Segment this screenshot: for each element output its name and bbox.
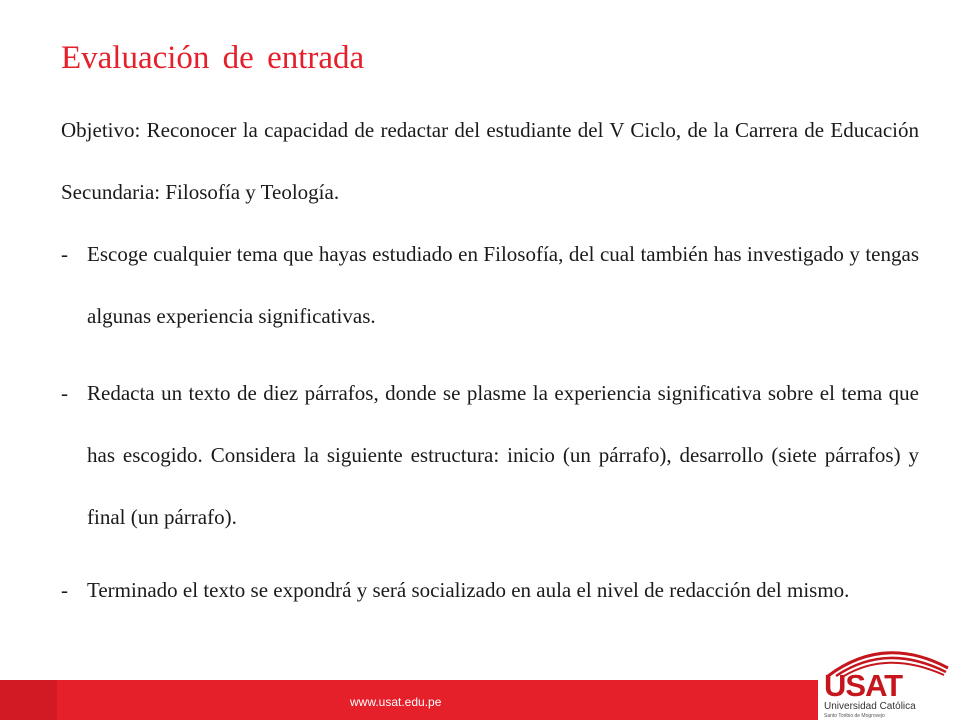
bullet-marker: -: [61, 381, 68, 405]
bullet-text: Terminado el texto se expondrá y será socializado en aula el nivel de redacción del mismo.: [87, 578, 850, 602]
bullet-text: Redacta un texto de diez párrafos, donde se plasme la experiencia significativa sobre el tema que has escogido. Considera la siguiente estructura: inicio (un párrafo), desarrollo (siete párrafos) y final (un párrafo).: [87, 381, 919, 529]
usat-logo: [822, 638, 954, 718]
bullet-item-2: [61, 362, 919, 548]
bullet-text: Escoge cualquier tema que hayas estudiado en Filosofía, del cual también has investigado y tengas algunas experiencia significativas.: [87, 242, 919, 328]
bullet-marker: -: [61, 242, 68, 266]
logo-subtitle: Santo Toribio de Mogrovejo: [824, 713, 885, 719]
logo-university: Universidad Católica: [824, 701, 916, 712]
footer-url-link[interactable]: www.usat.edu.pe: [350, 695, 442, 709]
bullet-item-1: [61, 223, 919, 347]
logo-wordmark: USAT: [824, 668, 903, 703]
bullet-item-3: [61, 559, 919, 621]
footer-notch: [0, 680, 57, 720]
slide-title: Evaluación de entrada: [61, 40, 365, 76]
bullet-marker: -: [61, 578, 68, 602]
objective-text: Objetivo: Reconocer la capacidad de redactar del estudiante del V Ciclo, de la Carrera de Educación Secundaria: Filosofía y Teología.: [61, 118, 919, 204]
